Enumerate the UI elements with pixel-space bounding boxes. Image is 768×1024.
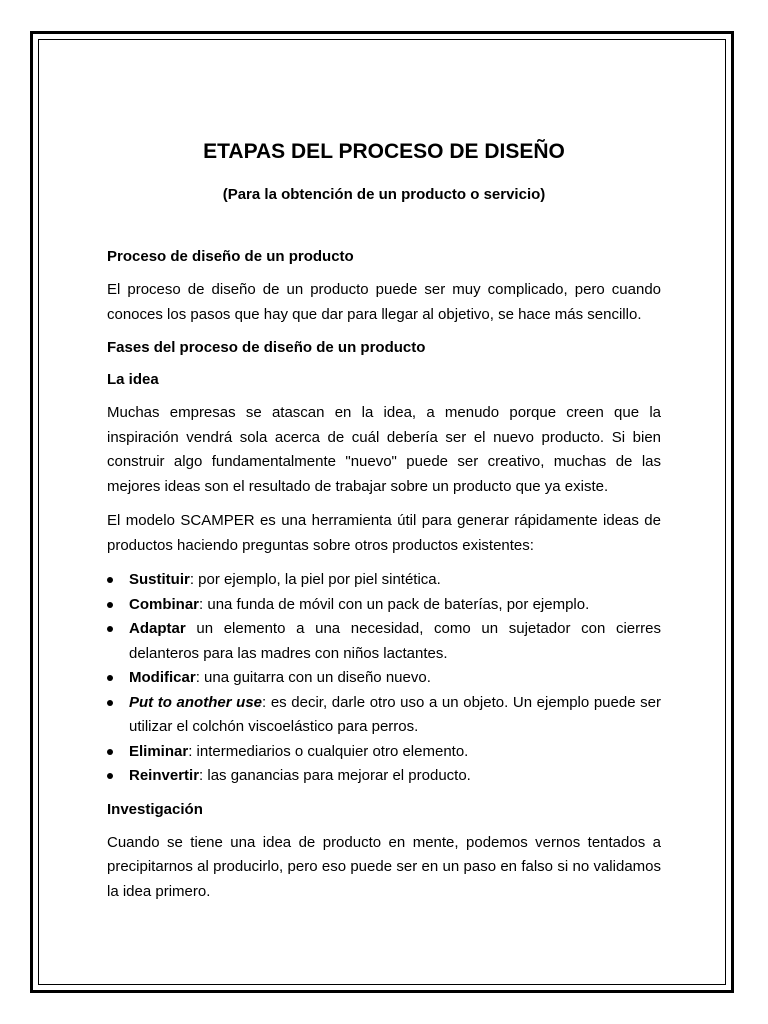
paragraph-intro: El proceso de diseño de un producto puede ser muy complicado, pero cuando conoces los pasos que hay que dar para llegar al objetivo, se hace más sencillo. xyxy=(107,281,661,323)
list-item-term-separator: : xyxy=(188,742,193,760)
bullet-icon xyxy=(107,626,113,632)
section-heading-phases: Fases del proceso de diseño de un producto xyxy=(107,339,426,356)
list-item-term: Combinar xyxy=(129,595,200,613)
list-item-text: intermediarios o cualquier otro elemento. xyxy=(192,742,469,760)
list-item-term-separator: : xyxy=(189,571,195,588)
bullet-icon xyxy=(107,577,113,583)
list-item-text: una guitarra con un diseño nuevo. xyxy=(199,669,431,686)
list-item-text: por ejemplo, la piel por piel sintética. xyxy=(194,571,441,588)
bullet-icon xyxy=(107,773,113,779)
list-item-term: Eliminar xyxy=(129,742,189,760)
bullet-icon xyxy=(107,749,113,755)
document-body xyxy=(107,138,661,914)
list-item-term-separator: : xyxy=(199,767,204,784)
document-title: ETAPAS DEL PROCESO DE DISEÑO xyxy=(203,140,565,163)
list-item-term-separator: : xyxy=(195,669,200,686)
list-item-text: una funda de móvil con un pack de baterías, por ejemplo. xyxy=(203,595,590,613)
list-item-text: las ganancias para mejorar el producto. xyxy=(203,767,471,784)
list-item-term-separator: : xyxy=(199,595,204,613)
list-item-term: Sustituir xyxy=(129,571,190,588)
list-item xyxy=(107,568,661,593)
bullet-icon xyxy=(107,700,113,706)
list-item xyxy=(107,740,661,765)
paragraph-idea-2: El modelo SCAMPER es una herramienta útil para generar rápidamente ideas de productos haciendo preguntas sobre otros productos existentes: xyxy=(107,512,661,554)
list-item-text: un elemento a una necesidad, como un sujetador con cierres delanteros para las madres con niños lactantes. xyxy=(129,620,661,662)
list-item xyxy=(107,691,661,740)
list-item-term: Reinvertir xyxy=(129,767,200,784)
list-item xyxy=(107,666,661,691)
paragraph-idea-1: Muchas empresas se atascan en la idea, a menudo porque creen que la inspiración vendrá sola acerca de cuál debería ser el nuevo producto. Si bien construir algo fundamentalmente "nuevo" puede ser creativo, muchas de las mejores ideas son el resultado de trabajar sobre un producto que ya existe. xyxy=(107,404,661,495)
list-item-term: Adaptar xyxy=(129,620,186,637)
list-item xyxy=(107,593,661,618)
list-item-term-separator: : xyxy=(262,693,267,711)
document-subtitle: (Para la obtención de un producto o servicio) xyxy=(222,186,546,203)
list-item-term: Put to another use xyxy=(129,693,263,711)
bullet-icon xyxy=(107,675,113,681)
section-heading-idea: La idea xyxy=(107,371,159,388)
paragraph-research: Cuando se tiene una idea de producto en mente, podemos vernos tentados a precipitarnos al producirlo, pero eso puede ser en un paso en falso si no validamos la idea primero. xyxy=(107,833,661,900)
list-item-text: es decir, darle otro uso a un objeto. Un ejemplo puede ser utilizar el colchón viscoelástico para perros. xyxy=(129,693,661,735)
list-item xyxy=(107,764,661,789)
section-heading-research: Investigación xyxy=(107,800,203,818)
scamper-list xyxy=(107,568,661,789)
list-item xyxy=(107,617,661,666)
section-heading-intro: Proceso de diseño de un producto xyxy=(107,248,354,265)
bullet-icon xyxy=(107,602,113,608)
list-item-term: Modificar xyxy=(129,669,196,686)
